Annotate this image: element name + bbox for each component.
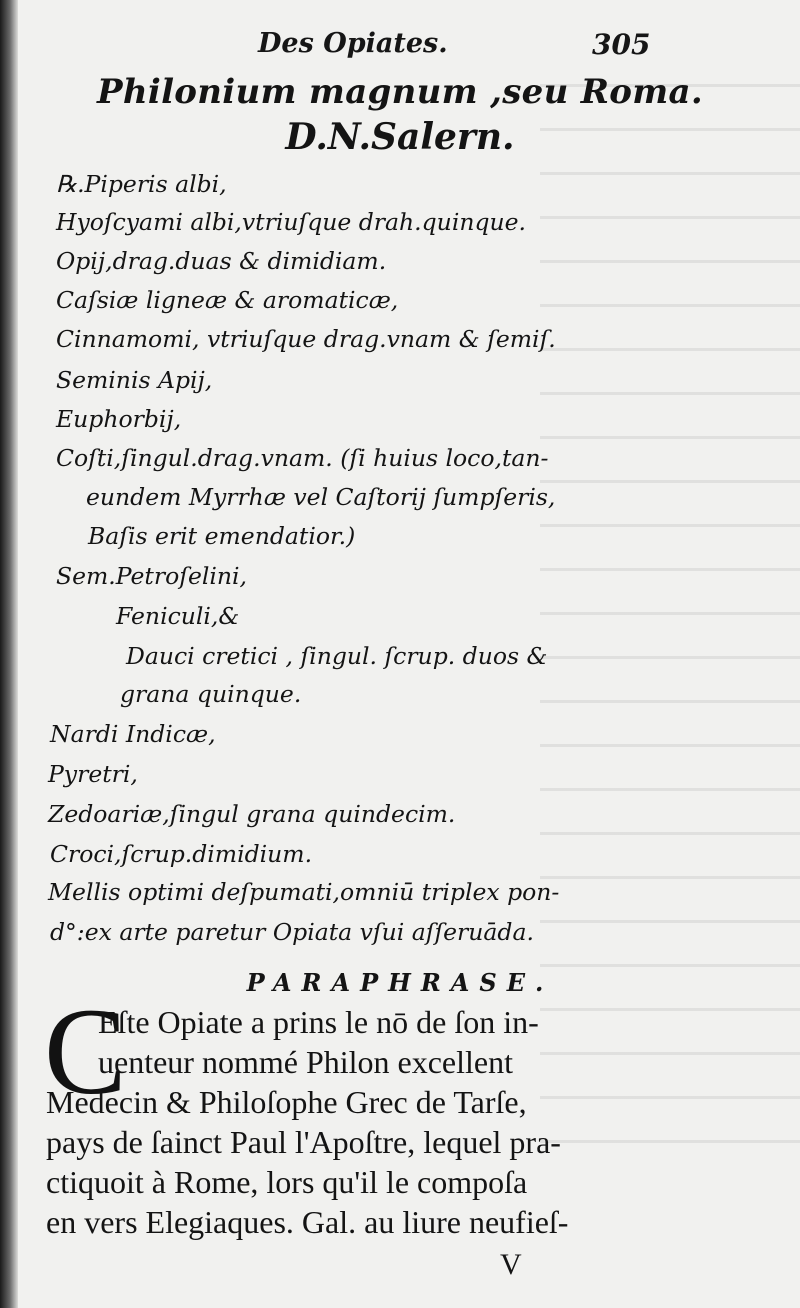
recipe-attribution: D.N.Salern. bbox=[285, 116, 515, 158]
recipe-line: Zedoariæ,ſingul grana quindecim. bbox=[48, 800, 456, 828]
recipe-line: Hyoſcyami albi,vtriuſque drah.quinque. bbox=[56, 208, 527, 236]
paraphrase-line: uenteur nommé Philon excellent bbox=[98, 1044, 513, 1080]
running-head bbox=[0, 28, 800, 68]
recipe-line: Cinnamomi, vtriuſque drag.vnam & ſemiſ. bbox=[56, 325, 556, 353]
recipe-line: Mellis optimi deſpumati,omniū triplex pon- bbox=[48, 878, 560, 906]
paraphrase-line: en vers Elegiaques. Gal. au liure neufieſ- bbox=[46, 1204, 569, 1240]
signature-mark: V bbox=[500, 1248, 522, 1281]
recipe-line: Nardi Indicæ, bbox=[50, 720, 216, 748]
drop-capital: C bbox=[44, 983, 127, 1120]
recipe-line: Pyretri, bbox=[48, 760, 138, 788]
paraphrase-line: Medecin & Philoſophe Grec de Tarſe, bbox=[46, 1084, 527, 1120]
page-number: 305 bbox=[592, 28, 651, 61]
running-head-title: Des Opiates. bbox=[258, 28, 448, 59]
recipe-line: Opij,drag.duas & dimidiam. bbox=[56, 247, 387, 275]
recipe-line: d°:ex arte paretur Opiata vſui aſſeruāda. bbox=[50, 918, 534, 946]
recipe-title: Philonium magnum ,seu Roma. bbox=[96, 72, 704, 112]
paraphrase-heading: PARAPHRASE. bbox=[246, 968, 554, 997]
recipe-line: Sem.Petroſelini, bbox=[56, 562, 248, 590]
recipe-line: eundem Myrrhæ vel Caſtorij ſumpſeris, bbox=[86, 483, 556, 511]
recipe-line: Baſis erit emendatior.) bbox=[88, 522, 356, 550]
paraphrase-line: Eſte Opiate a prins le nō de ſon in- bbox=[98, 1004, 539, 1040]
recipe-line: Coſti,ſingul.drag.vnam. (ſi huius loco,tan- bbox=[56, 444, 549, 472]
paraphrase-line: ctiquoit à Rome, lors qu'il le compoſa bbox=[46, 1164, 528, 1200]
recipe-line: Croci,ſcrup.dimidium. bbox=[50, 840, 313, 868]
recipe-line: grana quinque. bbox=[120, 680, 302, 708]
recipe-line: Caſsiæ ligneæ & aromaticæ, bbox=[56, 286, 399, 314]
paraphrase-line: pays de ſainct Paul l'Apoſtre, lequel pra- bbox=[46, 1124, 561, 1160]
recipe-line: Feniculi,& bbox=[116, 602, 240, 630]
page-gutter-shadow bbox=[0, 0, 18, 1308]
recipe-line: ℞.Piperis albi, bbox=[56, 170, 227, 198]
recipe-line: Euphorbij, bbox=[56, 405, 182, 433]
recipe-line: Seminis Apij, bbox=[56, 366, 213, 394]
recipe-line: Dauci cretici , ſingul. ſcrup. duos & bbox=[126, 642, 548, 670]
